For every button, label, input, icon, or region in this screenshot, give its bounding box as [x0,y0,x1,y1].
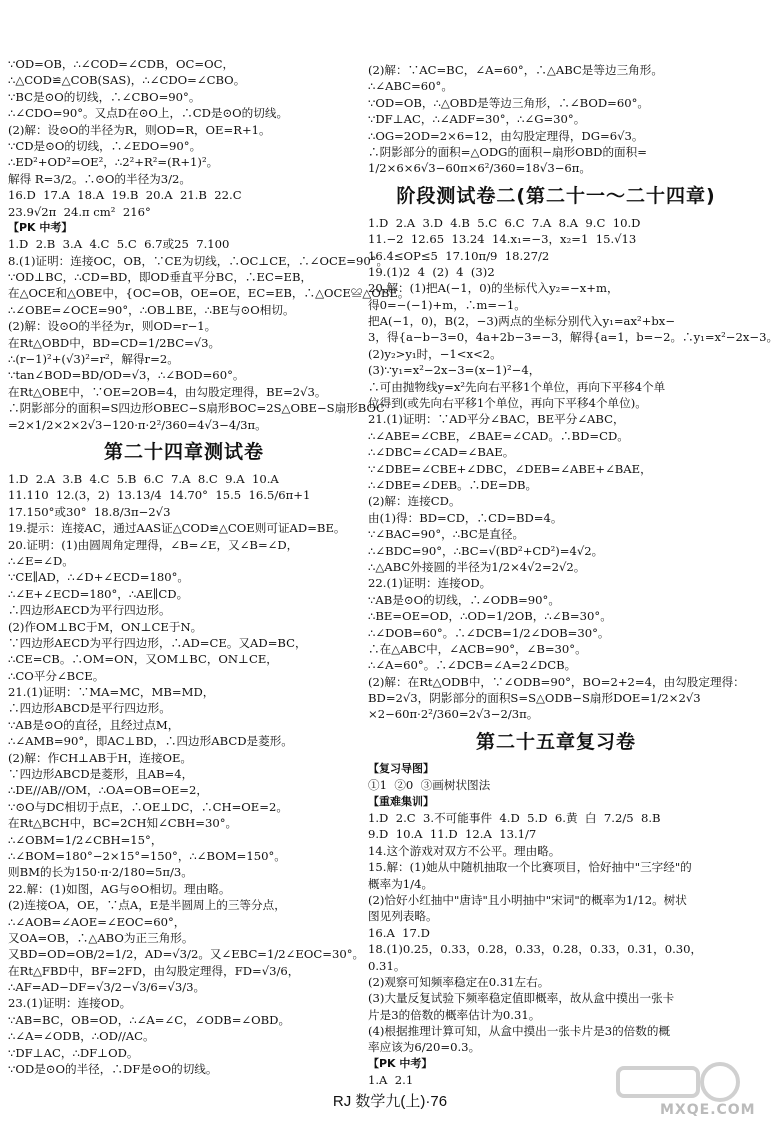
answer-line: ∵DF⊥AC，∴DF⊥OD。 [8,1045,139,1060]
answer-line: ∴∠A=60°。∴∠DCB=∠A=2∠DCB。 [368,658,577,673]
answer-line: ∴阴影部分的面积=△ODG的面积−扇形OBD的面积= [368,144,647,159]
answer-line: (2)解：设⊙O的半径为R，则OD=R，OE=R+1。 [8,122,271,137]
answer-line: ×2−60π·2²/360=2√3−2/3π。 [368,707,539,722]
answer-line: ∵AB是⊙O的直径，且经过点M， [8,717,180,732]
answer-line: ∴四边形AECD为平行四边形。 [8,603,171,618]
answer-line: 1.D 2.C 3.不可能事件 4.D 5.D 6.黄 白 7.2/5 8.B [368,811,661,826]
answer-line: ∴BE=OE=OD，∴OD=1/2OB，∴∠B=30°。 [368,609,612,624]
answer-line: 解得 R=3/2。∴⊙O的半径为3/2。 [8,171,192,186]
answer-block-6 [368,810,744,1056]
answer-line: (3)大量反复试验下频率稳定值即概率，故从盒中摸出一张卡 [368,991,675,1006]
answer-line: 11.110 12.(3，2) 13.13/4 14.70° 15.5 16.5/6π+1 [8,488,311,503]
answer-line: ∴在△ABC中，∠ACB=90°，∠B=30°。 [368,641,587,656]
answer-line: ∵OD=OB，∴△OBD是等边三角形，∴∠BOD=60°。 [368,95,649,110]
answer-line: 16.A 17.D [368,925,430,940]
answer-line: 23.(1)证明：连接OD。 [8,996,132,1011]
answer-line: ∵四边形AECD为平行四边形，∴AD=CE。又AD=BC， [8,635,307,650]
review-map-tag: 【复习导图】 [368,761,434,775]
answer-line: ∴∠DOB=60°。∴∠DCB=1/2∠DOB=30°。 [368,625,610,640]
answer-line: 把A(−1，0)，B(2，−3)两点的坐标分别代入y₁=ax²+bx− [368,314,676,329]
answer-line: ∴CE=CB。∴OM=ON，又OM⊥BC，ON⊥CE， [8,652,278,667]
answer-line: 1.A 2.1 [368,1073,414,1088]
answer-line: ∴∠CDO=90°。又点D在⊙O上，∴CD是⊙O的切线。 [8,106,289,121]
answer-line: ∴OG=2OD=2×6=12，由勾股定理得，DG=6√3。 [368,128,644,143]
answer-line: 1.D 2.B 3.A 4.C 5.C 6.7或25 7.100 [8,237,230,252]
answer-line: ∴阴影部分的面积=S四边形OBEC−S扇形BOC=2S△OBE−S扇形BOC [8,401,385,416]
answer-line: ∵DF⊥AC，∴∠ADF=30°，∴∠G=30°。 [368,112,586,127]
answer-line: 22.解：(1)如图，AG与⊙O相切。理由略。 [8,881,231,896]
answer-line: ∴∠BOM=180°−2×15°=150°，∴∠BOM=150°。 [8,848,286,863]
answer-line: (2)y₂>y₁时，−1<x<2。 [368,346,502,361]
answer-line: (2)连接OA，OE，∵点A，E是半圆周上的三等分点， [8,898,286,913]
answer-line: 21.(1)证明：∵MA=MC，MB=MD， [8,685,215,700]
answer-line: 又OA=OB，∴△ABO为正三角形。 [8,930,194,945]
answer-line: 概率为1/4。 [368,876,434,891]
answer-line: ∵CE∥AD，∴∠D+∠ECD=180°。 [8,570,190,585]
answer-line: ∵∠BAC=90°，∴BC是直径。 [368,527,525,542]
answer-line: 则BM的长为150·π·2/180=5π/3。 [8,865,193,880]
answer-line: ∵四边形ABCD是菱形，且AB=4， [8,767,194,782]
answer-line: 18.(1)0.25，0.33，0.28，0.33，0.28，0.33，0.31，0.30， [368,942,703,957]
answer-line: 位得到(或先向右平移1个单位，再向下平移4个单位)。 [368,396,647,411]
answer-line: 19.(1)2 4 (2) 4 (3)2 [368,264,495,279]
answer-line: ∵AB是⊙O的切线，∴∠ODB=90°。 [368,592,560,607]
answer-line: 16.4≤OP≤5 17.10π/9 18.27/2 [368,248,550,263]
answer-line: (2)解：在Rt△ODB中，∵∠ODB=90°，BO=2+2=4，由勾股定理得： [368,674,745,689]
answer-line: ∵AB=BC，OB=OD，∴∠A=∠C，∠ODB=∠OBD。 [8,1012,291,1027]
answer-line: ∵OD⊥BC，∴CD=BD，即OD垂直平分BC，∴EC=EB， [8,270,313,285]
answer-block-1 [8,56,360,220]
answer-line: =2×1/2×2×2√3−120·π·2²/360=4√3−4/3π。 [8,417,267,432]
answer-line: ∵∠DBE=∠CBE+∠DBC，∠DEB=∠ABE+∠BAE， [368,461,652,476]
answer-line: ∴∠E+∠ECD=180°，∴AE∥CD。 [8,586,189,601]
answer-line: 片是3的倍数的概率估计为0.31。 [368,1007,541,1022]
answer-line: ∴(r−1)²+(√3)²=r²，解得r=2。 [8,352,179,367]
watermark-site: MXQE.COM [660,1102,756,1118]
answer-line: 23.9√2π 24.π cm² 216° [8,204,151,219]
answer-line: ∴△COD≌△COB(SAS)，∴∠CDO=∠CBO。 [8,73,246,88]
answer-line: ∴∠DBC=∠CAD=∠BAE。 [368,445,515,460]
answer-line: 图见列表略。 [368,909,438,924]
answer-line: 14.这个游戏对双方不公平。理由略。 [368,843,561,858]
page-footer: RJ 数学九(上)·76 [332,1093,448,1110]
answer-block-2 [8,236,410,433]
answer-line: (2)恰好小红抽中"唐诗"且小明抽中"宋词"的概率为1/12。树状 [368,892,687,907]
answer-line: (2)观察可知频率稳定在0.31左右。 [368,974,550,989]
answer-line: 22.(1)证明：连接OD。 [368,576,492,591]
answer-line: ∴可由抛物线y=x²先向右平移1个单位，再向下平移4个单 [368,379,666,394]
pk-exam-tag: 【PK 中考】 [8,220,73,234]
answer-line: ∴∠A=∠ODB，∴OD//AC。 [8,1029,155,1044]
answer-line: 8.(1)证明：连接OC，OB，∵CE为切线，∴OC⊥CE，∴∠OCE=90°。 [8,253,389,268]
right-column [368,62,778,1089]
pk-exam-tag-2: 【PK 中考】 [368,1056,433,1070]
answer-line: ∵OD是⊙O的半径，∴DF是⊙O的切线。 [8,1062,218,1077]
answer-block-5 [368,215,778,723]
answer-line: 在Rt△FBD中，BF=2FD，由勾股定理得，FD=√3/6， [8,963,300,978]
answer-line: 又BD=OD=OB/2=1/2，AD=√3/2。又∠EBC=1/2∠EOC=30°。 [8,947,365,962]
answer-line: 得0=−(−1)+m，∴m=−1。 [368,297,526,312]
answer-line: 3，得{a−b−3=0，4a+2b−3=−3，解得{a=1，b=−2。∴y₁=x²−2x−3。 [368,330,778,345]
answer-line: 1.D 2.A 3.D 4.B 5.C 6.C 7.A 8.A 9.C 10.D [368,215,641,230]
answer-line: 17.150°或30° 18.8/3π−2√3 [8,504,171,519]
answer-line: ∵CD是⊙O的切线，∴∠EDO=90°。 [8,138,202,153]
answer-line: ∵tan∠BOD=BD/OD=√3，∴∠BOD=60°。 [8,368,245,383]
answer-line: ∴∠ABC=60°。 [368,79,453,94]
answer-line: 由(1)得：BD=CD，∴CD=BD=4。 [368,510,563,525]
answer-line: 0.31。 [368,958,406,973]
chapter-25-review-heading: 第二十五章复习卷 [475,730,636,753]
answer-line: 在Rt△OBE中，∵OE=2OB=4，由勾股定理得，BE=2√3。 [8,384,327,399]
answer-line: (2)作OM⊥BC于M，ON⊥CE于N。 [8,619,203,634]
answer-line: 15.解：(1)她从中随机抽取一个比赛项目，恰好抽中"三字经"的 [368,860,692,875]
answer-line: ∴∠E=∠D。 [8,553,74,568]
answer-line: ∴∠AMB=90°，即AC⊥BD，∴四边形ABCD是菱形。 [8,734,293,749]
answer-line: 率应该为6/20=0.3。 [368,1040,481,1055]
answer-block-3 [8,471,365,1077]
answer-line: 21.(1)证明：∵AD平分∠BAC，BE平分∠ABC， [368,412,625,427]
answer-block-4 [368,62,744,177]
answer-line: 20.解：(1)把A(−1，0)的坐标代入y₂=−x+m， [368,281,619,296]
answer-line: ∴ED²+OD²=OE²，∴2²+R²=(R+1)²。 [8,155,219,170]
answer-line: (2)解：设⊙O的半径为r，则OD=r−1。 [8,319,217,334]
answer-line: (2)解：∵AC=BC，∠A=60°，∴△ABC是等边三角形。 [368,63,663,77]
answer-line: (4)根据推理计算可知，从盒中摸出一张卡片是3的倍数的概 [368,1024,671,1039]
answer-line: ∴∠OBE=∠OCE=90°，∴OB⊥BE，∴BE与⊙O相切。 [8,302,295,317]
answer-line: 9.D 10.A 11.D 12.A 13.1/7 [368,827,537,842]
answer-line: BD=2√3，阴影部分的面积S=S△ODB−S扇形DOE=1/2×2√3 [368,691,701,706]
answer-line: ∴∠BDC=90°，∴BC=√(BD²+CD²)=4√2。 [368,543,604,558]
answer-line: ∵OD=OB，∴∠COD=∠CDB，OC=OC， [8,57,235,71]
answer-line: ∴∠AOB=∠AOE=∠EOC=60°， [8,914,186,929]
answer-line: ∴AF=AD−DF=√3/2−√3/6=√3/3。 [8,980,206,995]
answer-line: 在Rt△BCH中，BC=2CH知∠CBH=30°。 [8,816,238,831]
answer-line: 16.D 17.A 18.A 19.B 20.A 21.B 22.C [8,188,242,203]
answer-line: ∴CO平分∠BCE。 [8,668,105,683]
answer-line: 20.证明：(1)由圆周角定理得，∠B=∠E，又∠B=∠D， [8,537,299,552]
answer-line: ∵BC是⊙O的切线，∴∠CBO=90°。 [8,89,201,104]
answer-line: (3)∵y₁=x²−2x−3=(x−1)²−4， [368,363,541,378]
chapter-24-test-heading: 第二十四章测试卷 [103,440,264,463]
answer-line: (2)解：作CH⊥AB于H，连接OE。 [8,750,193,765]
answer-line: 11.−2 12.65 13.24 14.x₁=−3，x₂=1 15.√13 [368,232,637,247]
answer-line: ∴四边形ABCD是平行四边形。 [8,701,171,716]
answer-line: 在△OCE和△OBE中，{OC=OB，OE=OE，EC=EB，∴△OCE≌△OBE。 [8,286,410,301]
answer-line: 1.D 2.A 3.B 4.C 5.B 6.C 7.A 8.C 9.A 10.A [8,471,279,486]
answer-line: 1/2×6×6√3−60π×6²/360=18√3−6π。 [368,161,591,176]
answer-line: ∴△ABC外接圆的半径为1/2×4√2=2√2。 [368,559,586,574]
review-map-line: ①1 ②0 ③画树状图法 [368,778,491,793]
stage-test-heading: 阶段测试卷二(第二十一～二十四章) [396,184,716,207]
answer-line: ∴∠OBM=1/2∠CBH=15°， [8,832,163,847]
answer-line: 19.提示：连接AC，通过AAS证△COD≌△COE则可证AD=BE。 [8,521,346,536]
answer-line: ∴∠DBE=∠DEB。∴DE=DB。 [368,477,538,492]
answer-line: (2)解：连接CD。 [368,494,461,509]
answer-line: ∴DE//AB//OM，∴OA=OB=OE=2， [8,783,208,798]
answer-line: ∵⊙O与DC相切于点E，∴OE⊥DC，∴CH=OE=2。 [8,799,288,814]
answer-line: 在Rt△OBD中，BD=CD=1/2BC=√3。 [8,335,221,350]
answer-line: ∴∠ABE=∠CBE，∠BAE=∠CAD。∴BD=CD。 [368,428,629,443]
key-training-tag: 【重难集训】 [368,794,434,808]
